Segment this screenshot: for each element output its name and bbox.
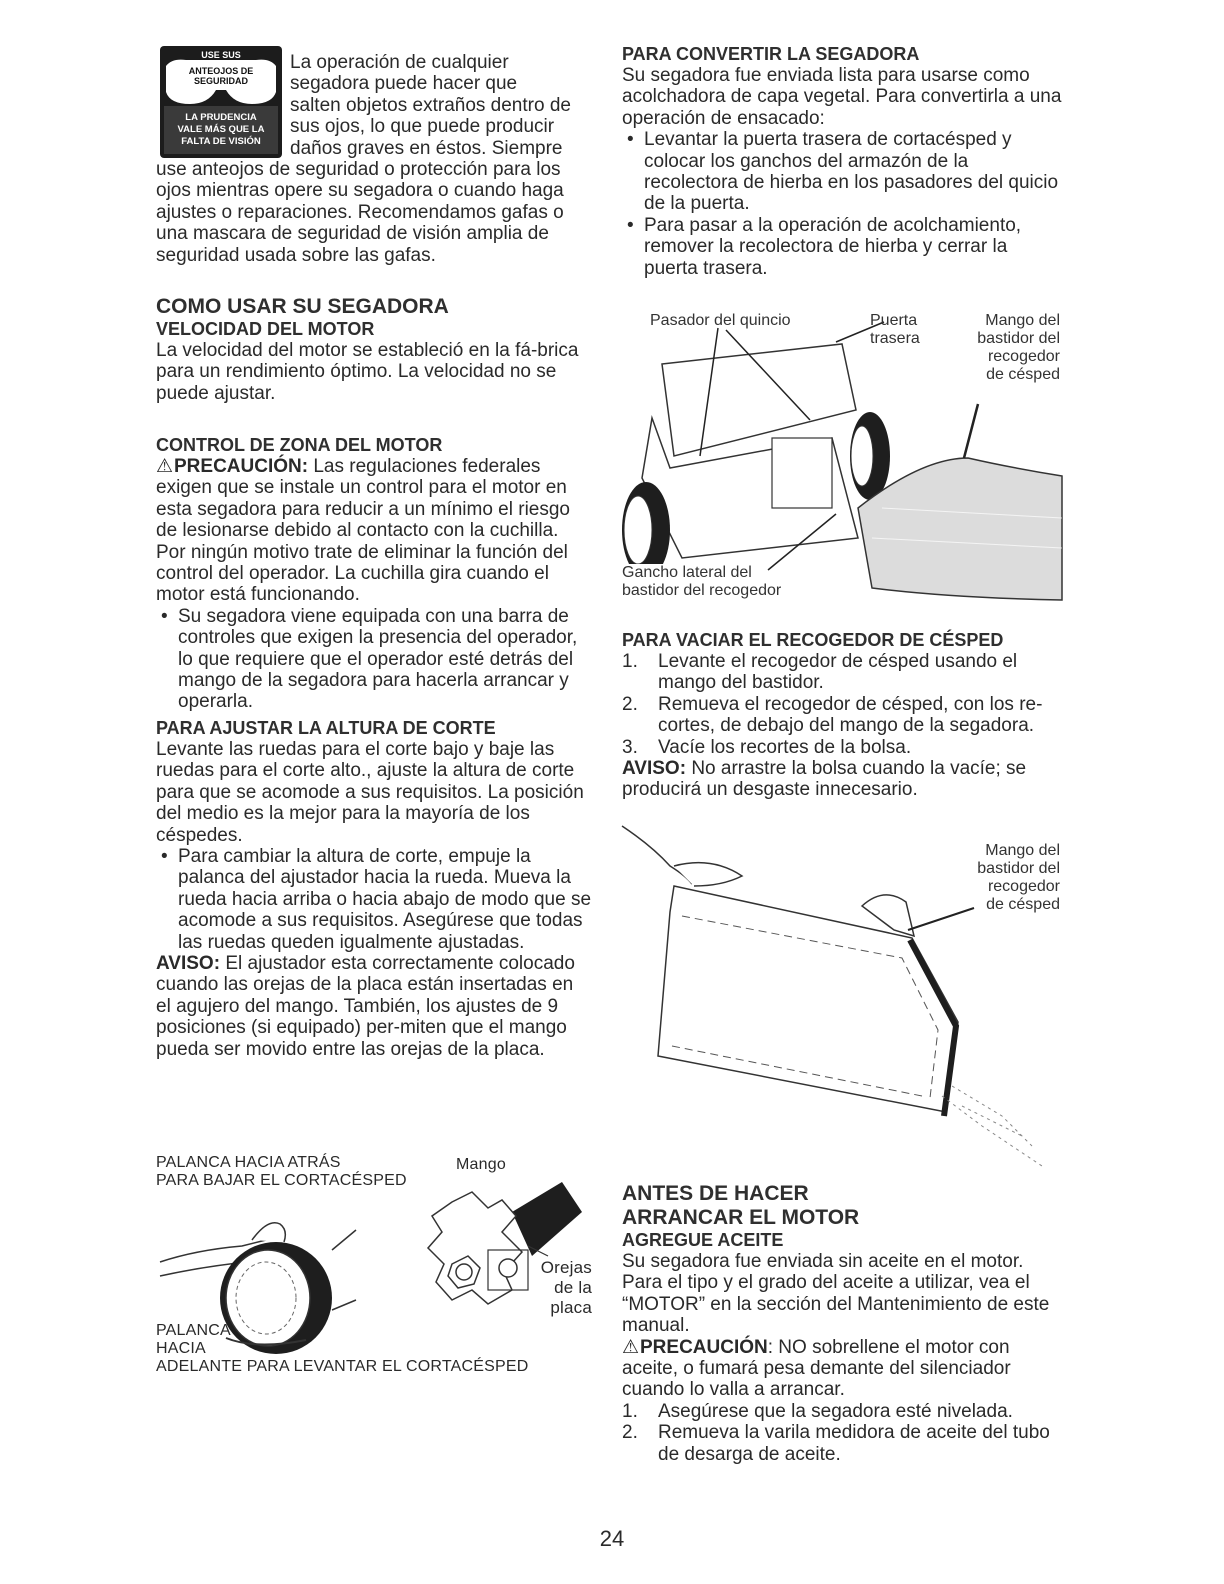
- orejas-line-1: Orejas: [540, 1258, 592, 1277]
- aceite-precaucion: [622, 1337, 1062, 1401]
- aviso-text: El ajustador esta correctamente colocado cuando las orejas de la placa están insertadas en el agujero del mango. También, los ajustes de 9 posiciones (si equipado) per-miten que el mango pueda ser movido entre las orejas de la placa.: [156, 953, 575, 1060]
- intro-line: segadora puede hacer que: [290, 73, 518, 95]
- mango-line-4: de césped: [986, 366, 1060, 383]
- convertir-title: PARA CONVERTIR LA SEGADORA: [622, 44, 920, 64]
- intro-line: sus ojos, lo que puede producir: [290, 116, 555, 138]
- velocidad-text: La velocidad del motor se estableció en la fá-brica para un rendimiento óptimo. La velocidad no se puede ajustar.: [156, 340, 579, 404]
- palanca-line-1: PALANCA: [156, 1322, 231, 1339]
- mango-line-3: recogedor: [987, 348, 1060, 365]
- fig-caption-2: PARA BAJAR EL CORTACÉSPED: [156, 1172, 407, 1189]
- mango-bastidor-label-2: [952, 842, 1060, 914]
- warning-triangle-icon: ⚠: [622, 1336, 640, 1358]
- step-number: 1.: [622, 1400, 638, 1422]
- step-number: 2.: [622, 693, 638, 715]
- mango-bastidor-label: [952, 312, 1060, 384]
- altura-aviso: [156, 953, 592, 1060]
- step-text: Vacíe los recortes de la bolsa.: [658, 736, 912, 758]
- fig-caption-1: PALANCA HACIA ATRÁS: [156, 1154, 341, 1171]
- step-number: 2.: [622, 1422, 638, 1444]
- badge-line-6: FALTA DE VISIÓN: [181, 136, 261, 147]
- intro-rest: use anteojos de seguridad o protección para los ojos mientras opere su segadora o cuando haga ajustes o reparaciones. Recomendamos gafas o una mascara de seguridad de visión amplia de seguridad usada sobre las gafas.: [156, 159, 564, 266]
- aviso-label: AVISO:: [156, 953, 221, 975]
- mango-line-1: Mango del: [985, 842, 1060, 859]
- antes-title-1: ANTES DE HACER: [622, 1182, 809, 1205]
- vaciar-aviso: [622, 758, 1062, 801]
- altura-text: Levante las ruedas para el corte bajo y baje las ruedas para el corte alto., ajuste la altura de corte para que se acomode a sus requisitos. La posición del medio es la mejor para la mayoría de los céspedes.: [156, 739, 584, 846]
- step-text: Levante el recogedor de césped usando el mango del bastidor.: [658, 651, 1018, 694]
- vaciar-step: [622, 737, 1062, 758]
- page-number: 24: [599, 1526, 625, 1551]
- step-text: Remueva el recogedor de césped, con los re-cortes, de debajo del mango de la segadora.: [658, 693, 1043, 737]
- control-bullet: • Su segadora viene equipada con una barra de controles que exigen la presencia del operador, lo que requiere que el operador esté detrás del mango de la segadora para hacerla arrancar y operarla.: [156, 606, 592, 713]
- step-text: Asegúrese que la segadora esté nivelada.: [658, 1400, 1013, 1422]
- orejas-line-2: de la: [554, 1278, 592, 1297]
- antes-title-2: ARRANCAR EL MOTOR: [622, 1206, 860, 1229]
- precaucion-text: : NO sobrellene el motor con aceite, o fumará pesa demante del silenciador cuando lo valla a arrancar.: [622, 1336, 1011, 1401]
- mango-line-2: bastidor del: [977, 330, 1060, 347]
- precaucion-label: PRECAUCIÓN:: [174, 456, 309, 477]
- velocidad-title: VELOCIDAD DEL MOTOR: [156, 319, 375, 339]
- convertir-bullet-1: • Levantar la puerta trasera de cortacésped y colocar los ganchos del armazón de la recolectora de hierba en los pasadores del quicio de la puerta.: [622, 129, 1062, 215]
- gancho-line-2: bastidor del recogedor: [622, 582, 782, 599]
- precaucion-label: PRECAUCIÓN: [640, 1336, 768, 1358]
- badge-line-4: LA PRUDENCIA: [185, 112, 257, 123]
- vaciar-step: [622, 651, 1062, 694]
- intro-wrap-lines: [290, 52, 592, 159]
- antes-step: [622, 1422, 1062, 1465]
- palanca-line-3: ADELANTE PARA LEVANTAR EL CORTACÉSPED: [156, 1358, 529, 1375]
- control-title: CONTROL DE ZONA DEL MOTOR: [156, 435, 443, 455]
- palanca-line-2: HACIA: [156, 1340, 206, 1357]
- altura-title: PARA AJUSTAR LA ALTURA DE CORTE: [156, 718, 496, 738]
- control-precaucion: [156, 456, 592, 606]
- mango-line-2: bastidor del: [977, 860, 1060, 877]
- intro-line: salten objetos extraños dentro de: [290, 94, 571, 116]
- vaciar-title: PARA VACIAR EL RECOGEDOR DE CÉSPED: [622, 630, 1004, 650]
- convertir-bullet-2: • Para pasar a la operación de acolchamiento, remover la recolectora de hierba y cerrar la puerta trasera.: [622, 215, 1062, 279]
- antes-step: [622, 1401, 1062, 1422]
- intro-line: daños graves en éstos. Siempre: [290, 137, 563, 159]
- mango-label: Mango: [456, 1156, 506, 1173]
- convert-figure: [622, 308, 1062, 604]
- orejas-line-3: placa: [550, 1298, 592, 1317]
- aceite-title: AGREGUE ACEITE: [622, 1230, 784, 1250]
- step-number: 1.: [622, 651, 638, 672]
- altura-bullet: • Para cambiar la altura de corte, empuje la palanca del ajustador hacia la rueda. Mueva la rueda hacia arriba o hacia abajo de modo que se acomode a sus requisitos. Asegúrese que todas las ruedas queden igualmente ajustadas.: [156, 846, 592, 953]
- pasador-label: Pasador del quincio: [650, 312, 791, 329]
- gancho-line-1: Gancho lateral del: [622, 564, 752, 581]
- intro-line: La operación de cualquier: [290, 52, 509, 73]
- como-usar-title: COMO USAR SU SEGADORA: [156, 295, 449, 318]
- badge-line-3: SEGURIDAD: [193, 76, 248, 86]
- step-number: 3.: [622, 736, 638, 758]
- convertir-text: Su segadora fue enviada lista para usarse como acolchadora de capa vegetal. Para convertirla a una operación de ensacado:: [622, 65, 1062, 129]
- puerta-line-2: trasera: [870, 330, 920, 347]
- orejas-label: [516, 1258, 592, 1318]
- badge-line-2: ANTEOJOS DE: [188, 66, 254, 76]
- puerta-line-1: Puerta: [870, 312, 918, 329]
- aviso-label: AVISO:: [622, 758, 687, 780]
- aceite-text: Su segadora fue enviada sin aceite en el motor. Para el tipo y el grado del aceite a utilizar, vea el “MOTOR” en la sección del Mantenimiento de este manual.: [622, 1251, 1050, 1337]
- step-text: Remueva la varila medidora de aceite del tubo de desarga de aceite.: [658, 1422, 1050, 1465]
- safety-glasses-badge: [160, 46, 282, 158]
- vaciar-step: [622, 694, 1062, 737]
- warning-triangle-icon: ⚠: [156, 456, 174, 477]
- mango-line-3: recogedor: [987, 878, 1060, 895]
- mango-line-1: Mango del: [985, 312, 1060, 329]
- badge-line-5: VALE MÁS QUE LA: [177, 124, 265, 135]
- mango-line-4: de césped: [986, 896, 1060, 913]
- precaucion-text: Las regulaciones federales exigen que se instale un control para el motor en esta segadora para reducir a un mínimo el riesgo de lesionarse debido al contacto con la cuchilla. Por ningún motivo trate de eliminar la función del control del operador. La cuchilla gira cuando el motor está funcionando.: [156, 456, 571, 606]
- height-adjust-figure: [156, 1154, 596, 1384]
- empty-bag-figure: [622, 826, 1062, 1170]
- aviso-text: No arrastre la bolsa cuando la vacíe; se producirá un desgaste innecesario.: [622, 758, 1027, 801]
- badge-line-1: USE SUS: [201, 50, 241, 60]
